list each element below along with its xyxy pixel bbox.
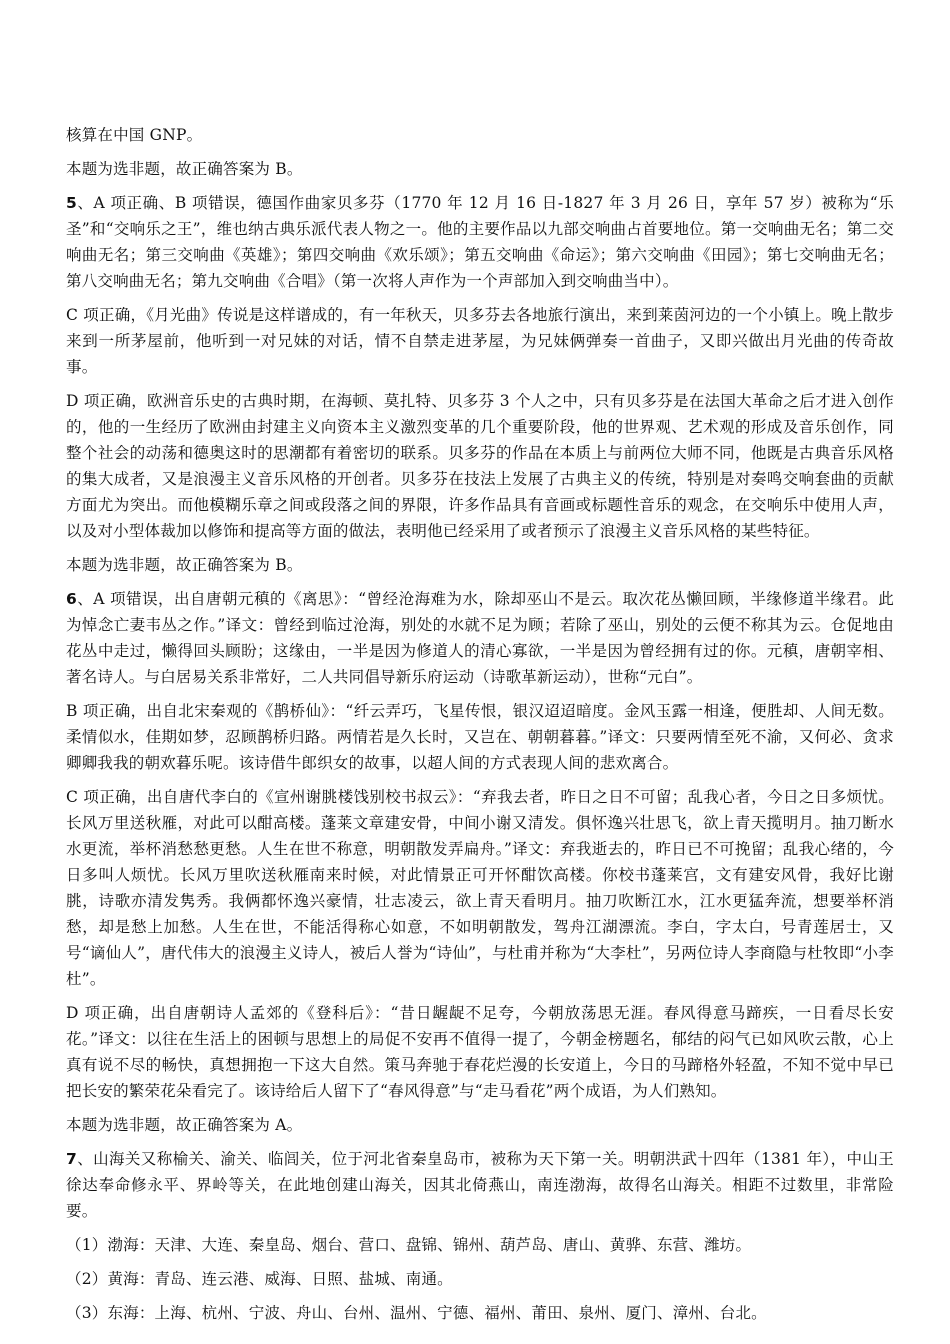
paragraph (66, 698, 894, 776)
paragraph (66, 1146, 894, 1224)
question-number: 5 (66, 194, 77, 212)
paragraph-text: 、A 项正确、B 项错误，德国作曲家贝多芬（1770 年 12 月 16 日-1827 年 3 月 26 日，享年 57 岁）被称为“乐圣”和“交响乐之王”，维也纳古典乐派代表人物之一。他的主要作品以九部交响曲占首要地位。第一交响曲无名；第二交响曲无名；第三交响曲《英雄》；第四交响曲《欢乐颂》；第五交响曲《命运》；第六交响曲《田园》；第七交响曲无名；第八交响曲无名；第九交响曲《合唱》（第一次将人声作为一个声部加入到交响曲当中）。 (66, 194, 894, 290)
paragraph-text: 、A 项错误，出自唐朝元稹的《离思》：“曾经沧海难为水，除却巫山不是云。取次花丛懒回顾，半缘修道半缘君。此为悼念亡妻韦丛之作。”译文：曾经到临过沧海，别处的水就不足为顾；若除了巫山，别处的云便不称其为云。仓促地由花丛中走过，懒得回头顾盼；这缘由，一半是因为修道人的清心寡欲，一半是因为曾经拥有过的你。元稹，唐朝宰相、著名诗人。与白居易关系非常好，二人共同倡导新乐府运动（诗歌革新运动），世称“元白”。 (66, 590, 894, 686)
paragraph-text: 、山海关又称榆关、渝关、临闾关，位于河北省秦皇岛市，被称为天下第一关。明朝洪武十四年（1381 年），中山王徐达奉命修永平、界岭等关，在此地创建山海关，因其北倚燕山，南连渤海，故得名山海关。相距不过数里，非常险要。 (66, 1150, 894, 1220)
paragraph (66, 586, 894, 690)
list-item: （3）东海：上海、杭州、宁波、舟山、台州、温州、宁德、福州、莆田、泉州、厦门、漳州、台北。 (66, 1304, 767, 1322)
paragraph (66, 388, 894, 544)
paragraph (66, 190, 894, 294)
paragraph-text: C 项正确，《月光曲》传说是这样谱成的，有一年秋天，贝多芬去各地旅行演出，来到莱茵河边的一个小镇上。晚上散步来到一所茅屋前，他听到一对兄妹的对话，情不自禁走进茅屋，为兄妹俩弹奏一首曲子，又即兴做出月光曲的传奇故事。 (66, 306, 894, 376)
paragraph-text: B 项正确，出自北宋秦观的《鹊桥仙》：“纤云弄巧，飞星传恨，银汉迢迢暗度。金风玉露一相逢，便胜却、人间无数。柔情似水，佳期如梦，忍顾鹊桥归路。两情若是久长时，又岂在、朝朝暮暮。”译文：只要两情至死不渝，又何必、贪求卿卿我我的朝欢暮乐呢。该诗借牛郎织女的故事，以超人间的方式表现人间的悲欢离合。 (66, 702, 894, 772)
question-number: 7 (66, 1150, 77, 1168)
paragraph (66, 1000, 894, 1104)
paragraph (66, 122, 894, 148)
paragraph (66, 156, 894, 182)
list-item: （1）渤海：天津、大连、秦皇岛、烟台、营口、盘锦、锦州、葫芦岛、唐山、黄骅、东营、潍坊。 (66, 1236, 752, 1254)
paragraph-text: 本题为选非题，故正确答案为 A。 (66, 1116, 303, 1134)
paragraph (66, 1112, 894, 1138)
paragraph-text: C 项正确，出自唐代李白的《宣州谢朓楼饯别校书叔云》：“弃我去者，昨日之日不可留；乱我心者，今日之日多烦忧。长风万里送秋雁，对此可以酣高楼。蓬莱文章建安骨，中间小谢又清发。俱怀逸兴壮思飞，欲上青天揽明月。抽刀断水水更流，举杯消愁愁更愁。人生在世不称意，明朝散发弄扁舟。”译文：弃我逝去的，昨日已不可挽留；乱我心绪的，今日多叫人烦忧。长风万里吹送秋雁南来时候，对此情景正可开怀酣饮高楼。你校书蓬莱宫，文有建安风骨，我好比谢朓，诗歌亦清发隽秀。我俩都怀逸兴豪情，壮志凌云，欲上青天看明月。抽刀吹断江水，江水更猛奔流，想要举杯消愁，却是愁上加愁。人生在世，不能活得称心如意，不如明朝散发，驾舟江湖漂流。李白，字太白，号青莲居士，又号“谪仙人”，唐代伟大的浪漫主义诗人，被后人誉为“诗仙”，与杜甫并称为“大李杜”，另两位诗人李商隐与杜牧即“小李杜”。 (66, 788, 894, 988)
paragraph-text: 本题为选非题，故正确答案为 B。 (66, 160, 303, 178)
question-number: 6 (66, 590, 77, 608)
paragraph (66, 784, 894, 992)
document-page (66, 122, 894, 1334)
list-item: （2）黄海：青岛、连云港、威海、日照、盐城、南通。 (66, 1270, 453, 1288)
paragraph (66, 302, 894, 380)
paragraph-text: 核算在中国 GNP。 (66, 126, 203, 144)
paragraph (66, 552, 894, 578)
paragraph-text: D 项正确，欧洲音乐史的古典时期，在海顿、莫扎特、贝多芬 3 个人之中，只有贝多芬是在法国大革命之后才进入创作的，他的一生经历了欧洲由封建主义向资本主义激烈变革的几个重要阶段，他的世界观、艺术观的形成及音乐创作，同整个社会的动荡和德奥这时的思潮都有着密切的联系。贝多芬的作品在本质上与前两位大师不同，他既是古典音乐风格的集大成者，又是浪漫主义音乐风格的开创者。贝多芬在技法上发展了古典主义的传统，特别是对奏鸣交响套曲的贡献方面尤为突出。而他模糊乐章之间或段落之间的界限，许多作品具有音画或标题性音乐的观念，在交响乐中使用人声，以及对小型体裁加以修饰和提高等方面的做法，表明他已经采用了或者预示了浪漫主义音乐风格的某些特征。 (66, 392, 894, 540)
paragraph-text: 本题为选非题，故正确答案为 B。 (66, 556, 303, 574)
paragraph-text: D 项正确，出自唐朝诗人孟郊的《登科后》：“昔日龌龊不足夸，今朝放荡思无涯。春风得意马蹄疾，一日看尽长安花。”译文：以往在生活上的困顿与思想上的局促不安再不值得一提了，今朝金榜题名，郁结的闷气已如风吹云散，心上真有说不尽的畅快，真想拥抱一下这大自然。策马奔驰于春花烂漫的长安道上，今日的马蹄格外轻盈，不知不觉中早已把长安的繁荣花朵看完了。该诗给后人留下了“春风得意”与“走马看花”两个成语，为人们熟知。 (66, 1004, 894, 1100)
